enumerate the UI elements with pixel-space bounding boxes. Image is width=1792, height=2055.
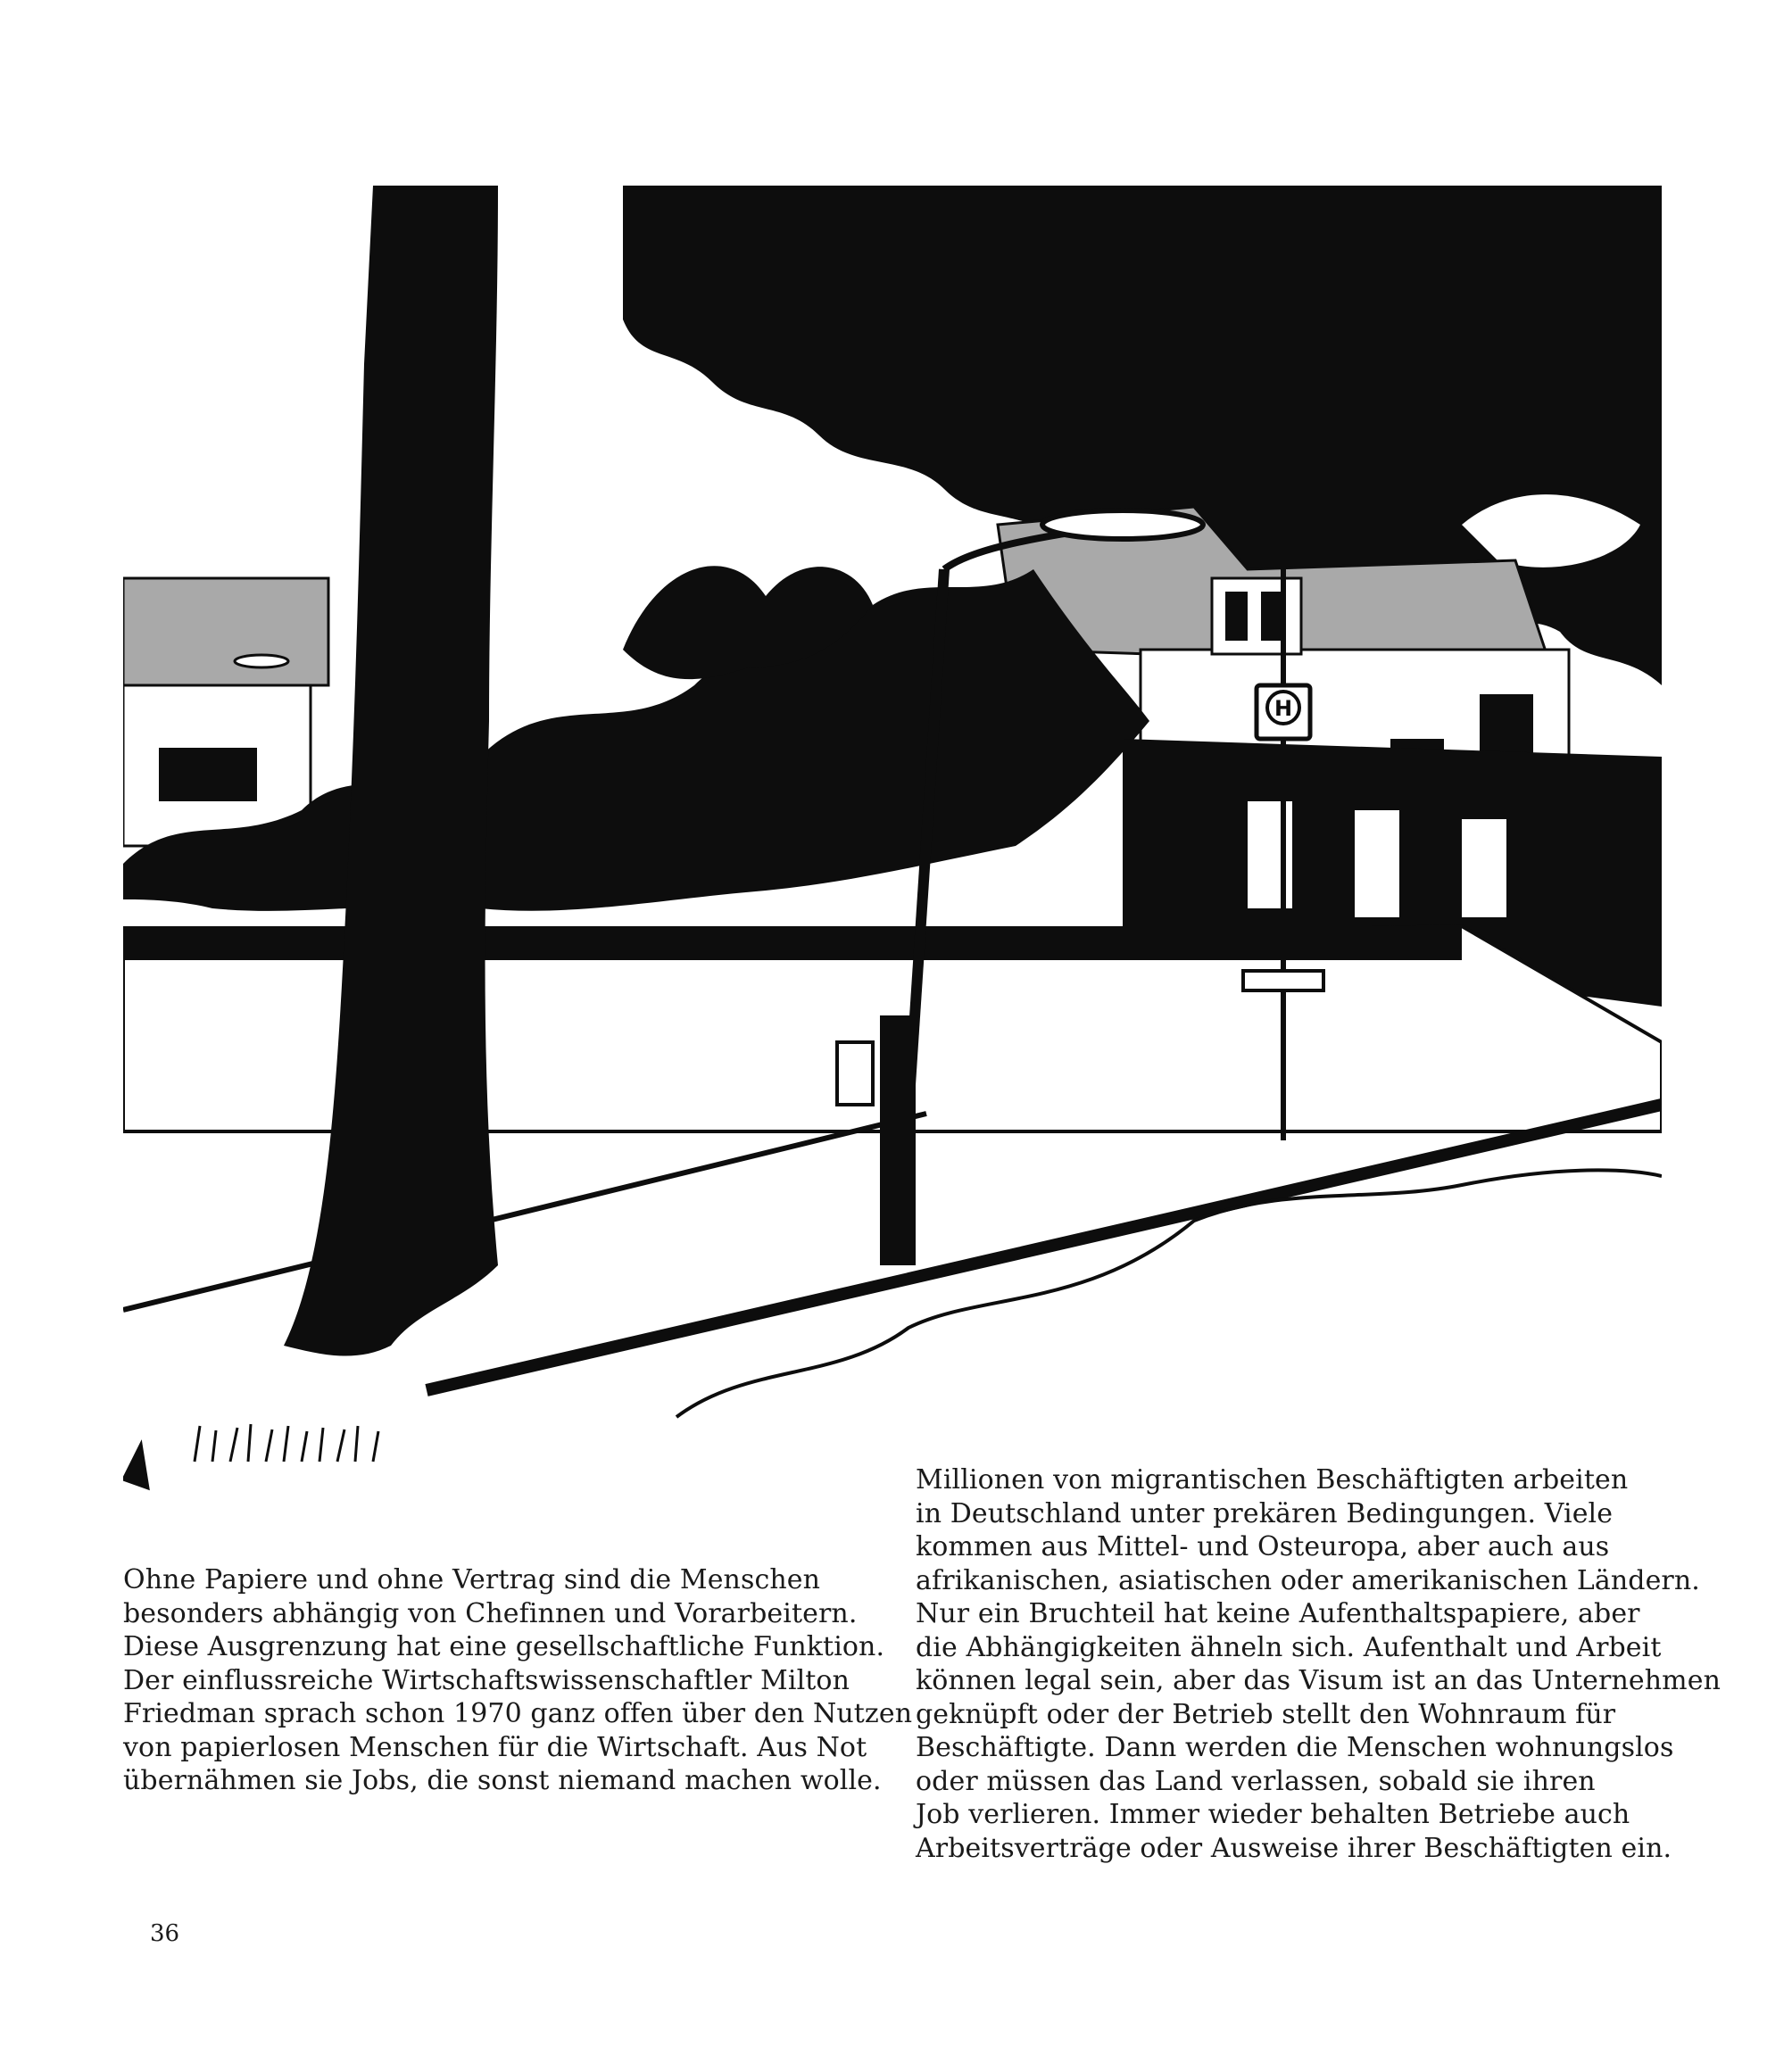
text-line: können legal sein, aber das Visum ist an das Unternehmen xyxy=(916,1665,1721,1696)
text-line: in Deutschland unter prekären Bedingungen. Viele xyxy=(916,1497,1614,1529)
text-line: die Abhängigkeiten ähneln sich. Aufenthalt und Arbeit xyxy=(916,1631,1662,1663)
text-line: Friedman sprach schon 1970 ganz offen über den Nutzen xyxy=(123,1698,913,1729)
page-number: 36 xyxy=(150,1920,180,1947)
text-column-left xyxy=(123,1563,913,1798)
illustration-svg xyxy=(123,186,1662,1533)
text-line: geknüpft oder der Betrieb stellt den Wohnraum für xyxy=(916,1698,1616,1730)
text-line: oder müssen das Land verlassen, sobald sie ihren xyxy=(916,1765,1596,1797)
street-scene-illustration xyxy=(123,186,1662,1533)
text-line: übernähmen sie Jobs, die sonst niemand machen wolle. xyxy=(123,1765,882,1796)
text-line: kommen aus Mittel- und Osteuropa, aber auch aus xyxy=(916,1531,1610,1562)
text-line: Arbeitsverträge oder Ausweise ihrer Beschäftigten ein. xyxy=(916,1832,1672,1864)
text-column-right xyxy=(916,1463,1721,1865)
text-line: besonders abhängig von Chefinnen und Vorarbeitern. xyxy=(123,1597,858,1629)
left-house xyxy=(123,578,328,846)
text-line: Millionen von migrantischen Beschäftigten arbeiten xyxy=(916,1464,1629,1496)
text-line: Nur ein Bruchteil hat keine Aufenthaltspapiere, aber xyxy=(916,1598,1640,1629)
text-line: Der einflussreiche Wirtschaftswissenschaftler Milton xyxy=(123,1664,850,1696)
text-line: Diese Ausgrenzung hat eine gesellschaftliche Funktion. xyxy=(123,1631,885,1662)
text-line: Beschäftigte. Dann werden die Menschen wohnungslos xyxy=(916,1732,1674,1763)
text-line: afrikanischen, asiatischen oder amerikanischen Ländern. xyxy=(916,1564,1700,1596)
text-line: Job verlieren. Immer wieder behalten Betriebe auch xyxy=(916,1799,1630,1830)
text-line: von papierlosen Menschen für die Wirtschaft. Aus Not xyxy=(123,1731,867,1763)
bus-stop-letter: H xyxy=(1273,696,1293,721)
text-line: Ohne Papiere und ohne Vertrag sind die Menschen xyxy=(123,1564,821,1595)
